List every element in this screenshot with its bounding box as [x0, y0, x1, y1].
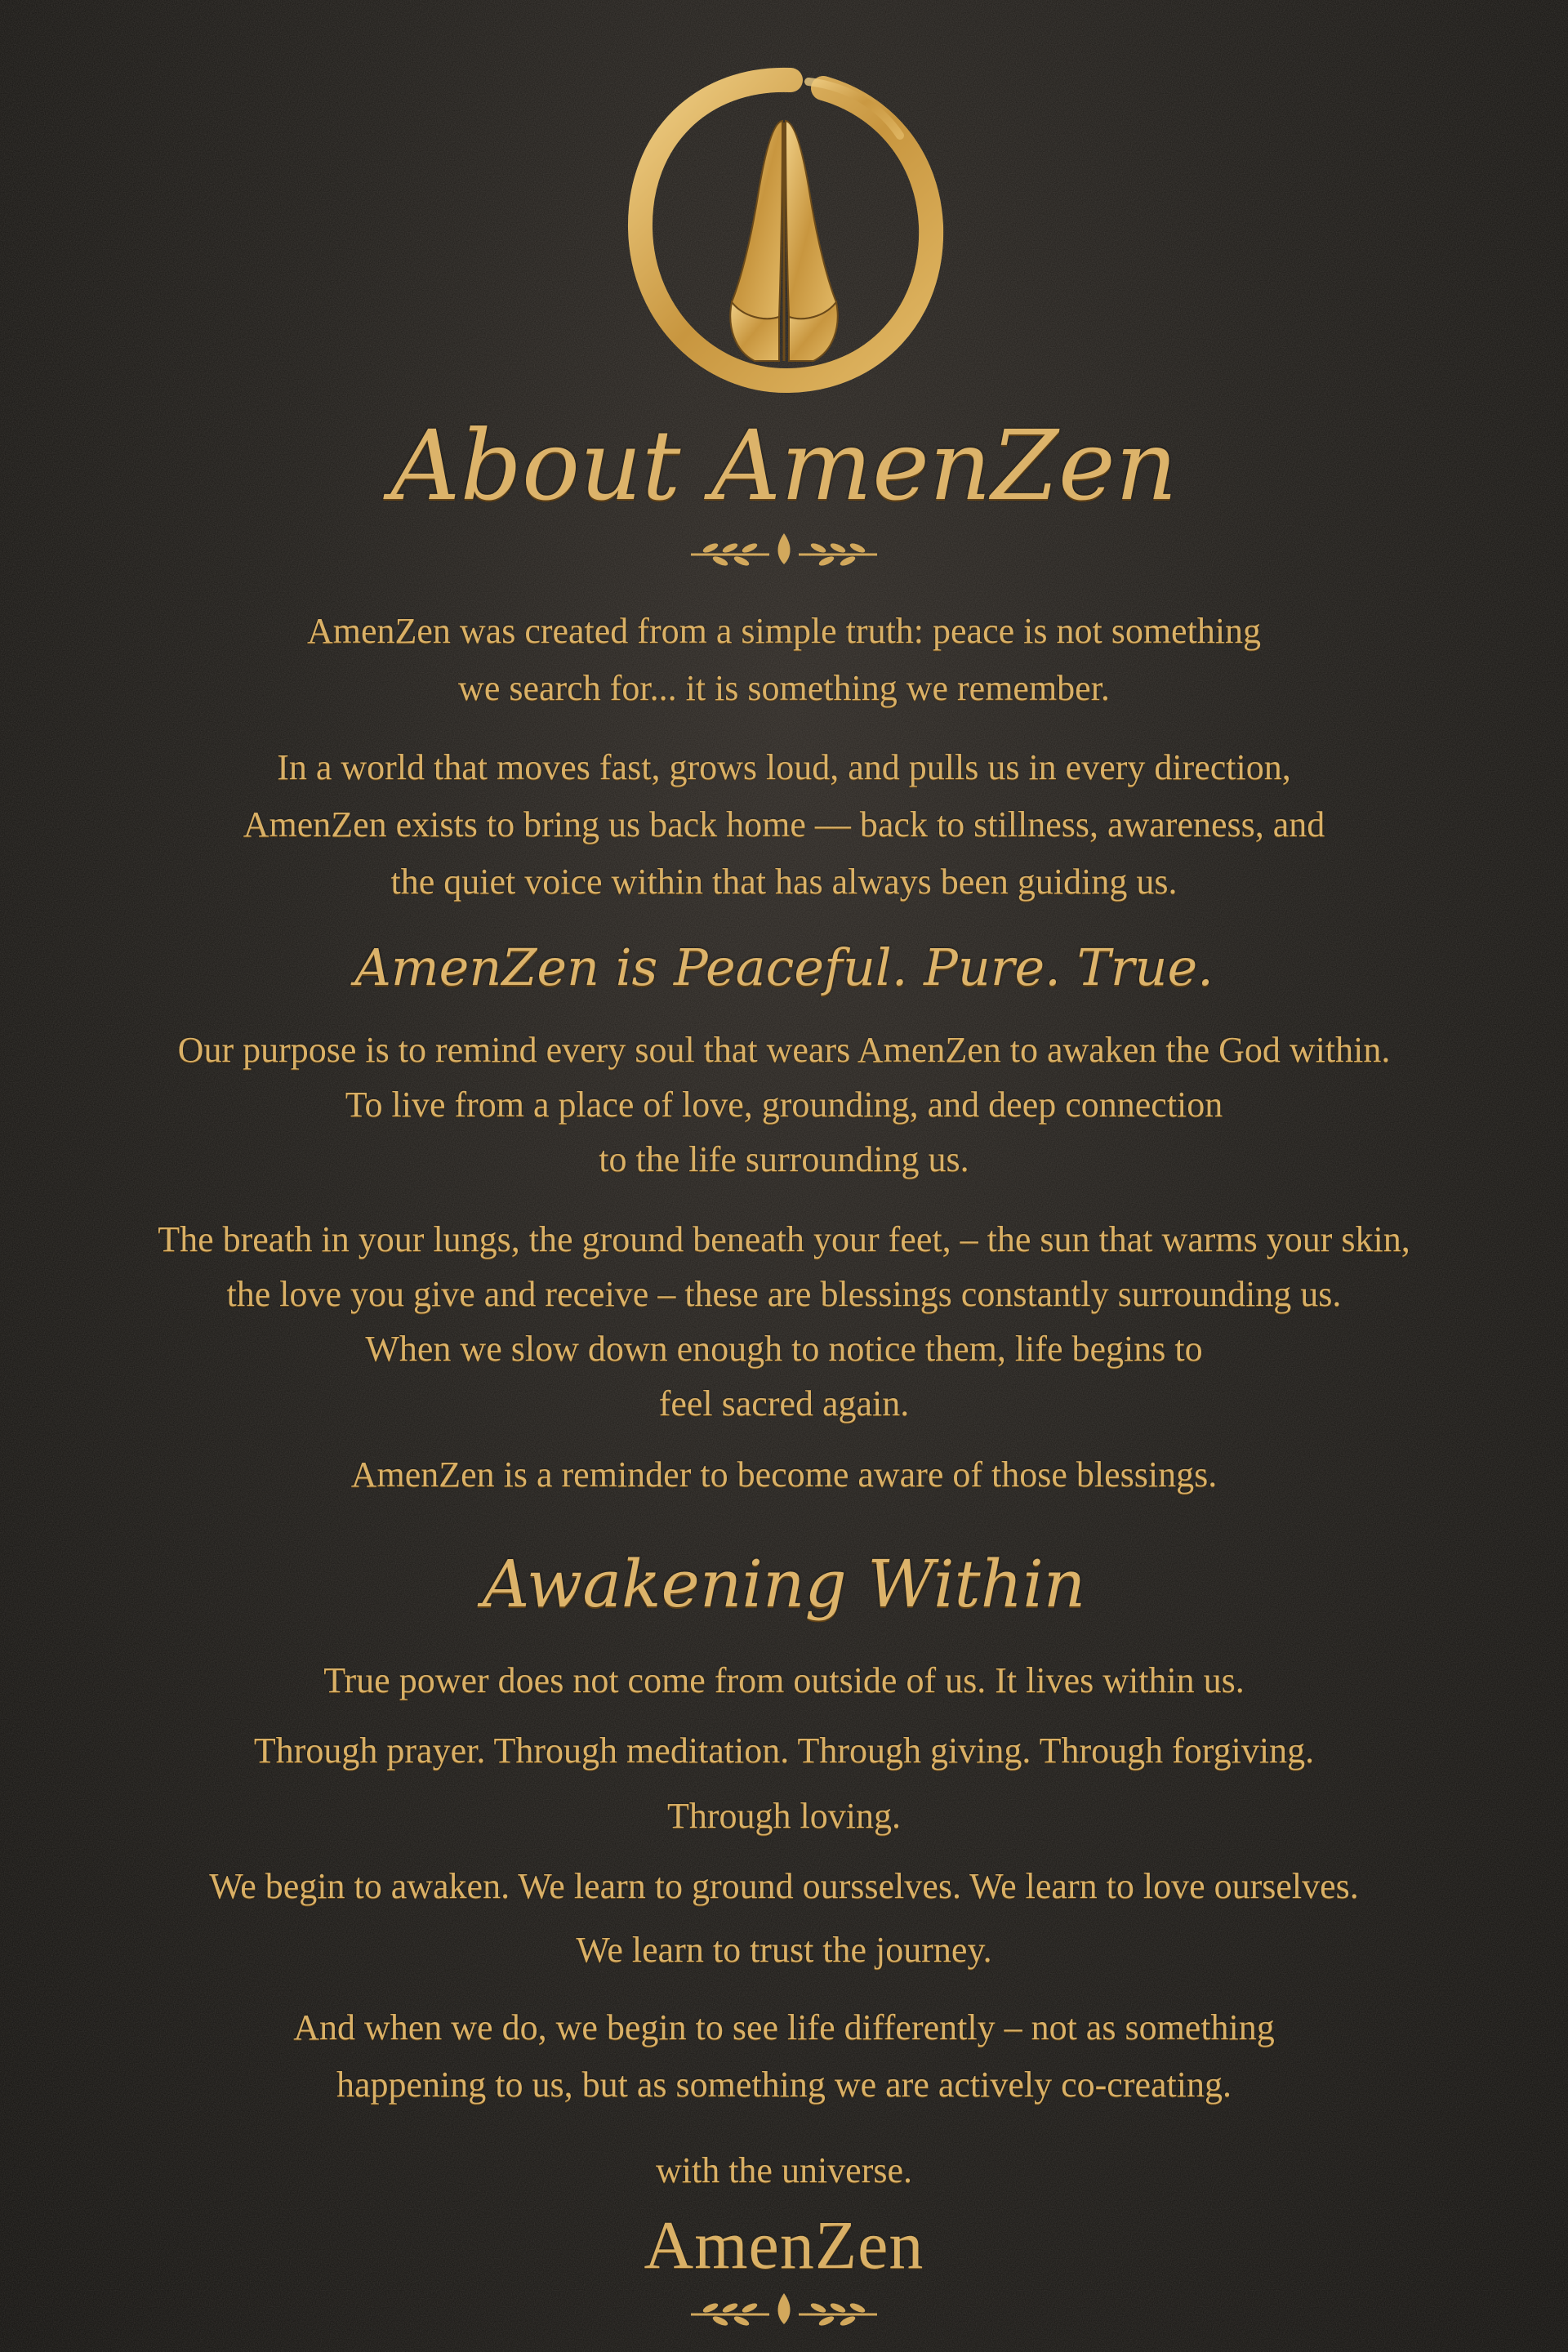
section-heading-awakening: Awakening Within	[482, 1546, 1086, 1622]
through-line-1: Through prayer. Through meditation. Through giving. Through forgiving.	[253, 1731, 1315, 1771]
through-line-2: Through loving.	[667, 1796, 901, 1836]
bottom-leaf-flourish-icon	[678, 2287, 890, 2336]
closing-line-1: And when we do, we begin to see life differently – not as something	[293, 2007, 1275, 2047]
closing-line-2: happening to us, but as something we are actively co-creating.	[336, 2065, 1232, 2105]
blessings-line-3: When we slow down enough to notice them, life begins to	[365, 1329, 1203, 1369]
intro-line-2: we search for... it is something we remember.	[458, 668, 1110, 708]
world-line-2: AmenZen exists to bring us back home — back to stillness, awareness, and	[243, 804, 1325, 844]
intro-line-1: AmenZen was created from a simple truth: peace is not something	[306, 611, 1262, 651]
closing-line-3: with the universe.	[655, 2150, 913, 2190]
page-title: About AmenZen	[390, 409, 1178, 522]
learn-line-1: We begin to awaken. We learn to ground oursselves. We learn to love ourselves.	[209, 1866, 1359, 1906]
power-line: True power does not come from outside of us. It lives within us.	[323, 1660, 1245, 1700]
blessings-line-2: the love you give and receive – these are blessings constantly surrounding us.	[226, 1274, 1342, 1314]
world-line-1: In a world that moves fast, grows loud, and pulls us in every direction,	[277, 747, 1291, 787]
praying-hands-enso-icon	[604, 57, 964, 416]
leaf-flourish-icon	[678, 527, 890, 576]
reminder-line: AmenZen is a reminder to become aware of those blessings.	[350, 1454, 1218, 1494]
tagline: AmenZen is Peaceful. Pure. True.	[354, 938, 1214, 997]
purpose-line-2: To live from a place of love, grounding, and deep connection	[345, 1085, 1223, 1125]
brand-name: AmenZen	[644, 2207, 924, 2283]
world-line-3: the quiet voice within that has always been guiding us.	[390, 862, 1178, 902]
blessings-line-1: The breath in your lungs, the ground beneath your feet, – the sun that warms your skin,	[158, 1219, 1410, 1259]
purpose-line-3: to the life surrounding us.	[599, 1139, 969, 1179]
blessings-line-4: feel sacred again.	[658, 1383, 910, 1423]
purpose-line-1: Our purpose is to remind every soul that wears AmenZen to awaken the God within.	[177, 1030, 1391, 1070]
learn-line-2: We learn to trust the journey.	[576, 1930, 992, 1970]
